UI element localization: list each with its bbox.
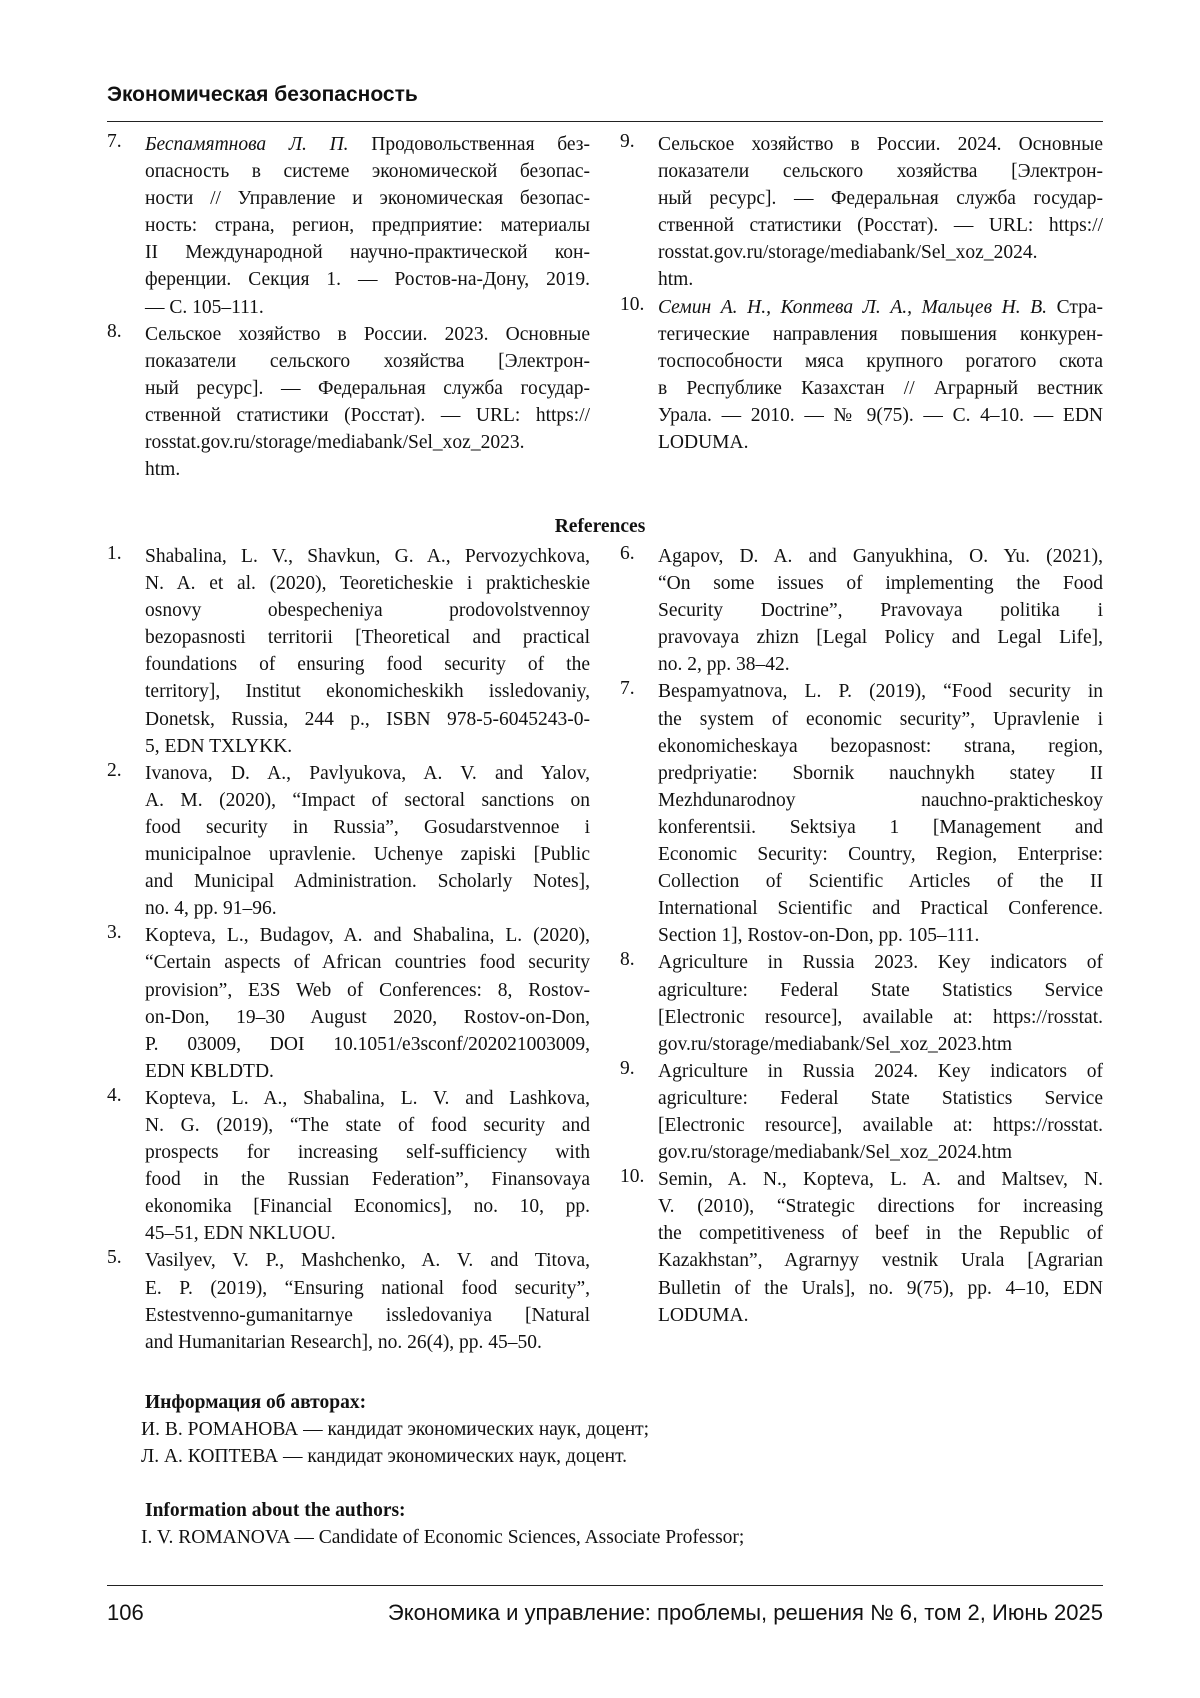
reference-line: territory], Institut ekonomicheskikh issledovaniy, bbox=[145, 678, 590, 705]
reference-line: rosstat.gov.ru/storage/mediabank/Sel_xoz_2024. bbox=[658, 239, 1103, 266]
reference-line: ность: страна, регион, предприятие: материалы bbox=[145, 212, 590, 239]
reference-line: agriculture: Federal State Statistics Service bbox=[658, 1085, 1103, 1112]
reference-line: htm. bbox=[658, 266, 1103, 293]
reference-number: 3. bbox=[107, 922, 122, 944]
reference-item bbox=[107, 1085, 590, 1248]
reference-line: LODUMA. bbox=[658, 429, 1103, 456]
author-line: Л. А. КОПТЕВА — кандидат экономических наук, доцент. bbox=[141, 1443, 649, 1470]
reference-item bbox=[107, 131, 590, 321]
reference-line: Agriculture in Russia 2024. Key indicators of bbox=[658, 1058, 1103, 1085]
reference-line: Vasilyev, V. P., Mashchenko, A. V. and Titova, bbox=[145, 1247, 590, 1274]
reference-line: ekonomika [Financial Economics], no. 10, pp. bbox=[145, 1193, 590, 1220]
reference-line: rosstat.gov.ru/storage/mediabank/Sel_xoz_2023. bbox=[145, 429, 590, 456]
reference-line: — С. 105–111. bbox=[145, 294, 590, 321]
reference-line: bezopasnosti territorii [Theoretical and practical bbox=[145, 624, 590, 651]
section-title: Экономическая безопасность bbox=[107, 83, 418, 107]
reference-text: Продовольственная без- bbox=[349, 134, 590, 155]
reference-line: Estestvenno-gumanitarnye issledovaniya [Natural bbox=[145, 1302, 590, 1329]
reference-item bbox=[620, 1058, 1103, 1166]
reference-line: “Certain aspects of African countries food security bbox=[145, 949, 590, 976]
author-line: I. V. ROMANOVA — Candidate of Economic Sciences, Associate Professor; bbox=[141, 1524, 744, 1551]
reference-line: N. A. et al. (2020), Teoreticheskie i prakticheskie bbox=[145, 570, 590, 597]
reference-line: municipalnoe upravlenie. Uchenye zapiski [Public bbox=[145, 841, 590, 868]
reference-line: Kazakhstan”, Agrarnyy vestnik Urala [Agrarian bbox=[658, 1247, 1103, 1274]
reference-line: LODUMA. bbox=[658, 1302, 1103, 1329]
reference-line: food in the Russian Federation”, Finansovaya bbox=[145, 1166, 590, 1193]
reference-line: and Humanitarian Research], no. 26(4), pp. 45–50. bbox=[145, 1329, 590, 1356]
ru-references-right bbox=[620, 131, 1103, 456]
reference-line: [Electronic resource], available at: https://rosstat. bbox=[658, 1004, 1103, 1031]
reference-line: Security Doctrine”, Pravovaya politika i bbox=[658, 597, 1103, 624]
reference-line: predpriyatie: Sbornik nauchnykh statey II bbox=[658, 760, 1103, 787]
reference-number: 5. bbox=[107, 1247, 122, 1269]
reference-line: Bulletin of the Urals], no. 9(75), pp. 4–10, EDN bbox=[658, 1275, 1103, 1302]
reference-line: gov.ru/storage/mediabank/Sel_xoz_2023.htm bbox=[658, 1031, 1103, 1058]
reference-line: Semin, A. N., Kopteva, L. A. and Maltsev, N. bbox=[658, 1166, 1103, 1193]
reference-item bbox=[620, 294, 1103, 457]
reference-line: foundations of ensuring food security of the bbox=[145, 651, 590, 678]
reference-line: Сельское хозяйство в России. 2023. Основные bbox=[145, 321, 590, 348]
reference-line: II Международной научно-практической кон- bbox=[145, 239, 590, 266]
reference-line: Ivanova, D. A., Pavlyukova, A. V. and Yalov, bbox=[145, 760, 590, 787]
reference-line bbox=[145, 131, 590, 158]
reference-line: Сельское хозяйство в России. 2024. Основные bbox=[658, 131, 1103, 158]
page-number: 106 bbox=[107, 1600, 144, 1626]
ru-references-left bbox=[107, 131, 590, 483]
reference-line: ности // Управление и экономическая безопас- bbox=[145, 185, 590, 212]
reference-line: опасность в системе экономической безопас- bbox=[145, 158, 590, 185]
reference-line: no. 4, pp. 91–96. bbox=[145, 895, 590, 922]
reference-number: 10. bbox=[620, 294, 644, 316]
reference-line: ственной статистики (Росстат). — URL: https:// bbox=[145, 402, 590, 429]
reference-line: ный ресурс]. — Федеральная служба государ- bbox=[658, 185, 1103, 212]
reference-item bbox=[107, 760, 590, 923]
reference-line: P. 03009, DOI 10.1051/e3sconf/202021003009, bbox=[145, 1031, 590, 1058]
reference-item bbox=[107, 922, 590, 1085]
reference-authors: Беспамятнова Л. П. bbox=[145, 134, 349, 155]
reference-line: International Scientific and Practical Conference. bbox=[658, 895, 1103, 922]
reference-line: ный ресурс]. — Федеральная служба государ- bbox=[145, 375, 590, 402]
reference-line: no. 2, pp. 38–42. bbox=[658, 651, 1103, 678]
reference-text: Стра- bbox=[1047, 297, 1103, 318]
reference-line: prospects for increasing self-sufficiency with bbox=[145, 1139, 590, 1166]
reference-line: в Республике Казахстан // Аграрный вестник bbox=[658, 375, 1103, 402]
reference-line: EDN KBLDTD. bbox=[145, 1058, 590, 1085]
reference-line: Agapov, D. A. and Ganyukhina, O. Yu. (2021), bbox=[658, 543, 1103, 570]
reference-number: 9. bbox=[620, 131, 635, 153]
reference-line: E. P. (2019), “Ensuring national food security”, bbox=[145, 1275, 590, 1302]
reference-line: N. G. (2019), “The state of food security and bbox=[145, 1112, 590, 1139]
reference-line: [Electronic resource], available at: https://rosstat. bbox=[658, 1112, 1103, 1139]
reference-line: and Municipal Administration. Scholarly Notes], bbox=[145, 868, 590, 895]
reference-number: 10. bbox=[620, 1166, 644, 1188]
reference-authors: Семин А. Н., Коптева Л. А., Мальцев Н. В. bbox=[658, 297, 1047, 318]
reference-line: показатели сельского хозяйства [Электрон- bbox=[145, 348, 590, 375]
reference-number: 2. bbox=[107, 760, 122, 782]
reference-item bbox=[107, 543, 590, 760]
reference-line: A. M. (2020), “Impact of sectoral sanctions on bbox=[145, 787, 590, 814]
reference-item bbox=[620, 1166, 1103, 1329]
author-line: И. В. РОМАНОВА — кандидат экономических наук, доцент; bbox=[141, 1416, 649, 1443]
reference-item bbox=[620, 543, 1103, 678]
reference-line: htm. bbox=[145, 456, 590, 483]
reference-item bbox=[620, 678, 1103, 949]
reference-line: Agriculture in Russia 2023. Key indicators of bbox=[658, 949, 1103, 976]
en-references-left bbox=[107, 543, 590, 1356]
reference-number: 8. bbox=[620, 949, 635, 971]
reference-line: osnovy obespecheniya prodovolstvennoy bbox=[145, 597, 590, 624]
reference-line: Donetsk, Russia, 244 p., ISBN 978-5-6045243-0- bbox=[145, 706, 590, 733]
references-title: References bbox=[0, 516, 1200, 538]
reference-number: 1. bbox=[107, 543, 122, 565]
reference-line: Kopteva, L. A., Shabalina, L. V. and Lashkova, bbox=[145, 1085, 590, 1112]
reference-line: Kopteva, L., Budagov, A. and Shabalina, L. (2020), bbox=[145, 922, 590, 949]
reference-item bbox=[107, 321, 590, 484]
reference-line: тегические направления повышения конкурен- bbox=[658, 321, 1103, 348]
reference-line: the system of economic security”, Upravlenie i bbox=[658, 706, 1103, 733]
reference-line: ференции. Секция 1. — Ростов-на-Дону, 2019. bbox=[145, 266, 590, 293]
reference-item bbox=[620, 949, 1103, 1057]
journal-info: Экономика и управление: проблемы, решения № 6, том 2, Июнь 2025 bbox=[388, 1600, 1103, 1626]
reference-line: Section 1], Rostov-on-Don, pp. 105–111. bbox=[658, 922, 1103, 949]
reference-line: on-Don, 19–30 August 2020, Rostov-on-Don, bbox=[145, 1004, 590, 1031]
reference-line: Mezhdunarodnoy nauchno-prakticheskoy bbox=[658, 787, 1103, 814]
reference-line: Economic Security: Country, Region, Enterprise: bbox=[658, 841, 1103, 868]
reference-line: V. (2010), “Strategic directions for increasing bbox=[658, 1193, 1103, 1220]
reference-line: ekonomicheskaya bezopasnost: strana, region, bbox=[658, 733, 1103, 760]
reference-number: 7. bbox=[620, 678, 635, 700]
reference-line: the competitiveness of beef in the Republic of bbox=[658, 1220, 1103, 1247]
authors-info-en bbox=[145, 1497, 744, 1551]
reference-number: 8. bbox=[107, 321, 122, 343]
reference-number: 7. bbox=[107, 131, 122, 153]
reference-line: Bespamyatnova, L. P. (2019), “Food security in bbox=[658, 678, 1103, 705]
reference-number: 6. bbox=[620, 543, 635, 565]
reference-line: food security in Russia”, Gosudarstvennoe i bbox=[145, 814, 590, 841]
reference-line: pravovaya zhizn [Legal Policy and Legal Life], bbox=[658, 624, 1103, 651]
en-references-right bbox=[620, 543, 1103, 1329]
reference-line: agriculture: Federal State Statistics Service bbox=[658, 977, 1103, 1004]
authors-heading-ru: Информация об авторах: bbox=[145, 1389, 649, 1416]
reference-item bbox=[620, 131, 1103, 294]
reference-line: konferentsii. Sektsiya 1 [Management and bbox=[658, 814, 1103, 841]
reference-number: 9. bbox=[620, 1058, 635, 1080]
reference-line: тоспособности мяса крупного рогатого скота bbox=[658, 348, 1103, 375]
reference-line: Collection of Scientific Articles of the II bbox=[658, 868, 1103, 895]
authors-info-ru bbox=[145, 1389, 649, 1470]
authors-heading-en: Information about the authors: bbox=[145, 1497, 744, 1524]
reference-line: показатели сельского хозяйства [Электрон- bbox=[658, 158, 1103, 185]
reference-line: Shabalina, L. V., Shavkun, G. A., Pervozychkova, bbox=[145, 543, 590, 570]
reference-line: provision”, E3S Web of Conferences: 8, Rostov- bbox=[145, 977, 590, 1004]
reference-line: Урала. — 2010. — № 9(75). — С. 4–10. — EDN bbox=[658, 402, 1103, 429]
reference-line: 5, EDN TXLYKK. bbox=[145, 733, 590, 760]
reference-item bbox=[107, 1247, 590, 1355]
reference-line: ственной статистики (Росстат). — URL: https:// bbox=[658, 212, 1103, 239]
footer-rule bbox=[107, 1585, 1103, 1586]
reference-line: “On some issues of implementing the Food bbox=[658, 570, 1103, 597]
reference-line bbox=[658, 294, 1103, 321]
reference-line: 45–51, EDN NKLUOU. bbox=[145, 1220, 590, 1247]
reference-line: gov.ru/storage/mediabank/Sel_xoz_2024.htm bbox=[658, 1139, 1103, 1166]
header-rule bbox=[107, 121, 1103, 122]
reference-number: 4. bbox=[107, 1085, 122, 1107]
